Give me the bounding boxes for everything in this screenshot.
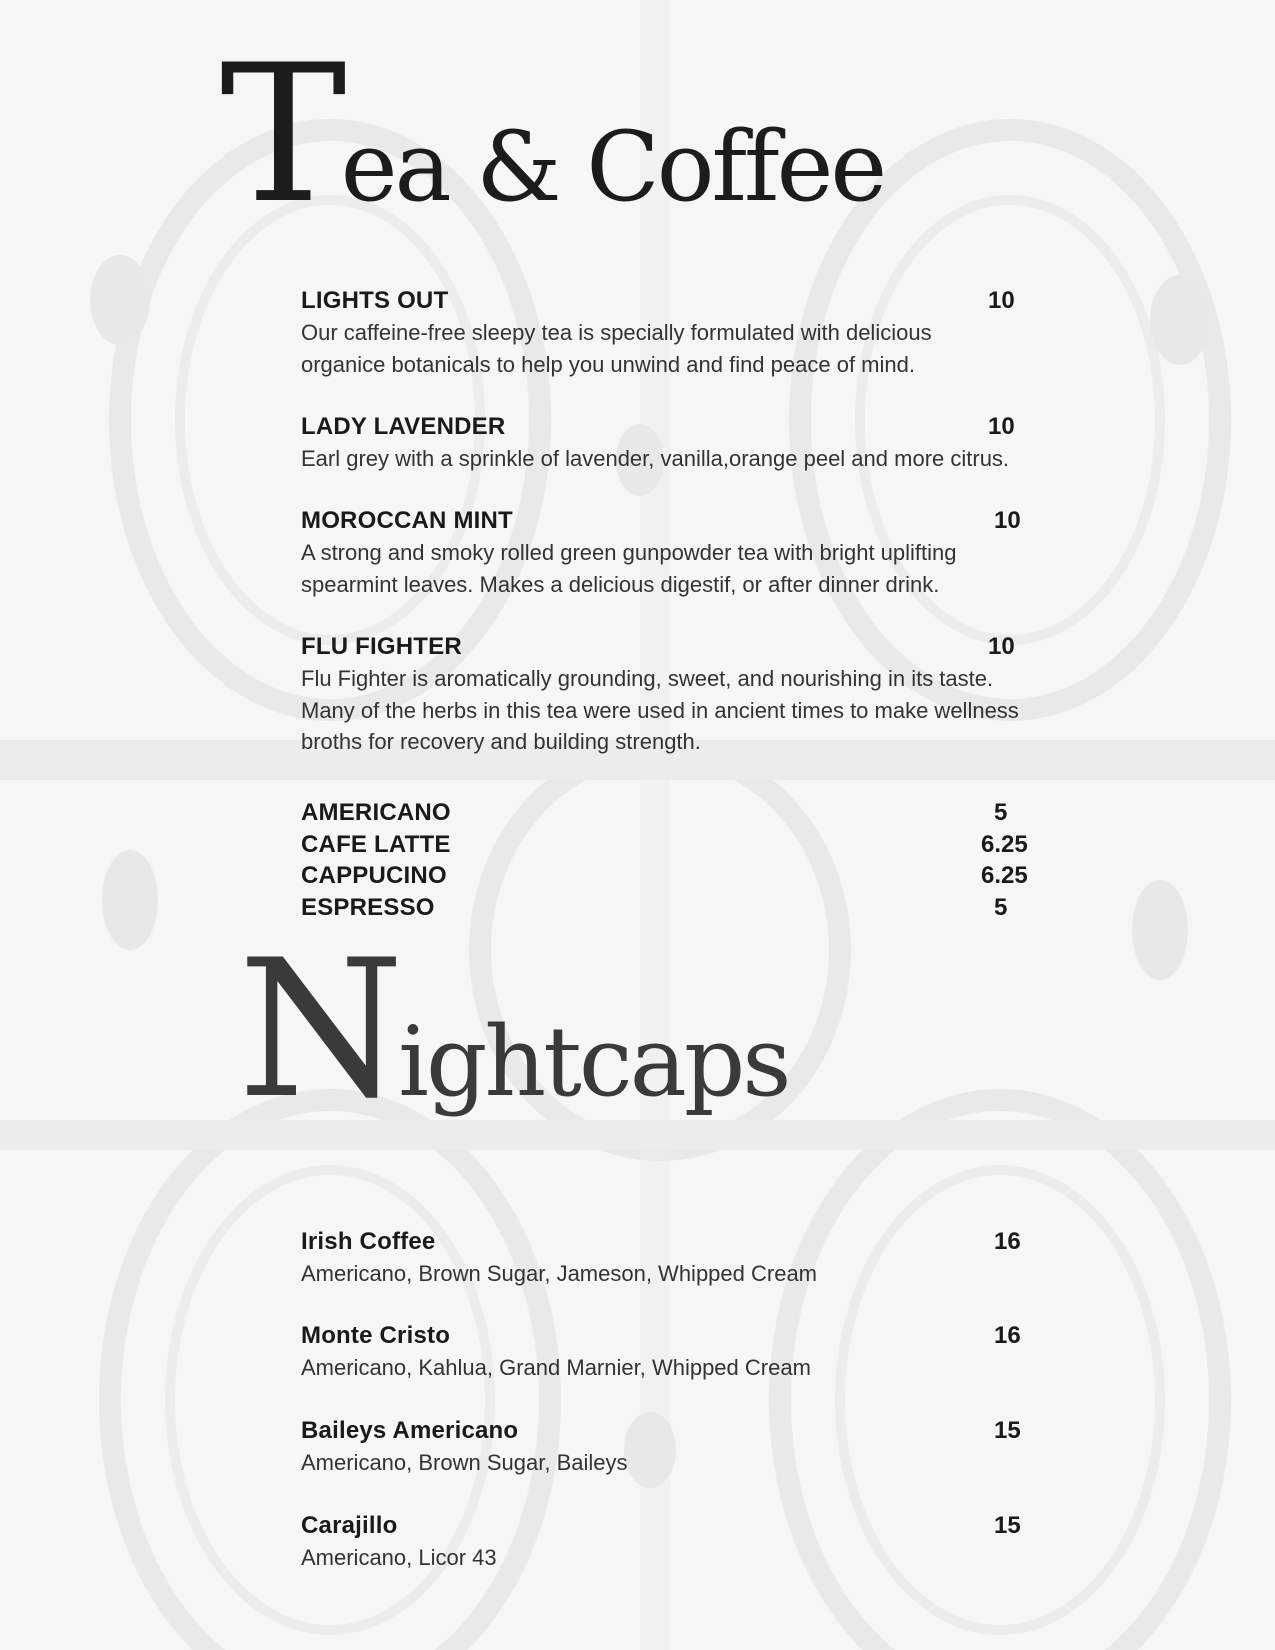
menu-item [301,631,1041,758]
item-price: 6.25 [981,830,1028,858]
menu-item [301,1226,1041,1290]
item-description: Americano, Brown Sugar, Baileys [301,1450,628,1475]
item-price: 15 [994,1512,1021,1539]
item-name: AMERICANO [301,799,451,826]
nightcaps-title-cap: N [238,919,399,1140]
item-description: Flu Fighter is aromatically grounding, sweet, and nourishing in its taste. Many of the herbs in this tea were used in ancient times to make wellness broths for recovery and building strength. [301,666,1019,754]
item-name: Monte Cristo [301,1322,451,1349]
item-price: 15 [994,1417,1021,1444]
tea-coffee-title [220,24,885,245]
tea-coffee-title-cap: T [220,24,341,245]
item-price: 10 [988,413,1015,440]
item-name: LIGHTS OUT [301,287,449,314]
menu-item [301,1510,1041,1574]
item-price: 6.25 [981,862,1028,889]
item-price: 16 [994,1228,1021,1255]
menu-item [301,1415,1041,1479]
item-description: Our caffeine-free sleepy tea is specially formulated with delicious organice botanicals to help you unwind and find peace of mind. [301,320,932,377]
menu-item [301,1320,1041,1384]
list-item [301,860,1041,892]
item-name: ESPRESSO [301,893,435,921]
list-item [301,829,1041,861]
item-price: 5 [994,893,1008,921]
tea-coffee-title-rest: ea & Coffee [340,111,885,223]
item-description: Americano, Kahlua, Grand Marnier, Whipped Cream [301,1355,811,1380]
menu-item [301,411,1041,475]
item-name: Carajillo [301,1512,398,1539]
item-price: 10 [988,633,1015,660]
item-description: Americano, Brown Sugar, Jameson, Whipped Cream [301,1261,818,1286]
item-name: Irish Coffee [301,1228,436,1255]
item-description: Earl grey with a sprinkle of lavender, vanilla,orange peel and more citrus. [301,446,1010,471]
nightcaps-title-rest: ightcaps [398,1006,789,1118]
list-item [301,797,1041,829]
nightcaps-title [238,919,789,1140]
list-item [301,892,1041,924]
item-price: 5 [994,799,1008,826]
item-name: LADY LAVENDER [301,413,506,440]
item-name: Baileys Americano [301,1417,519,1444]
item-name: CAFE LATTE [301,830,451,858]
item-description: Americano, Licor 43 [301,1545,497,1570]
menu-item [301,505,1041,600]
item-name: MOROCCAN MINT [301,507,513,534]
item-name: CAPPUCINO [301,862,447,889]
item-price: 16 [994,1322,1021,1349]
item-description: A strong and smoky rolled green gunpowder tea with bright uplifting spearmint leaves. Makes a delicious digestif, or after dinner drink. [301,540,957,597]
coffee-list [301,797,1041,923]
item-price: 10 [988,287,1015,314]
menu-item [301,285,1041,380]
item-name: FLU FIGHTER [301,633,462,660]
item-price: 10 [994,507,1021,534]
